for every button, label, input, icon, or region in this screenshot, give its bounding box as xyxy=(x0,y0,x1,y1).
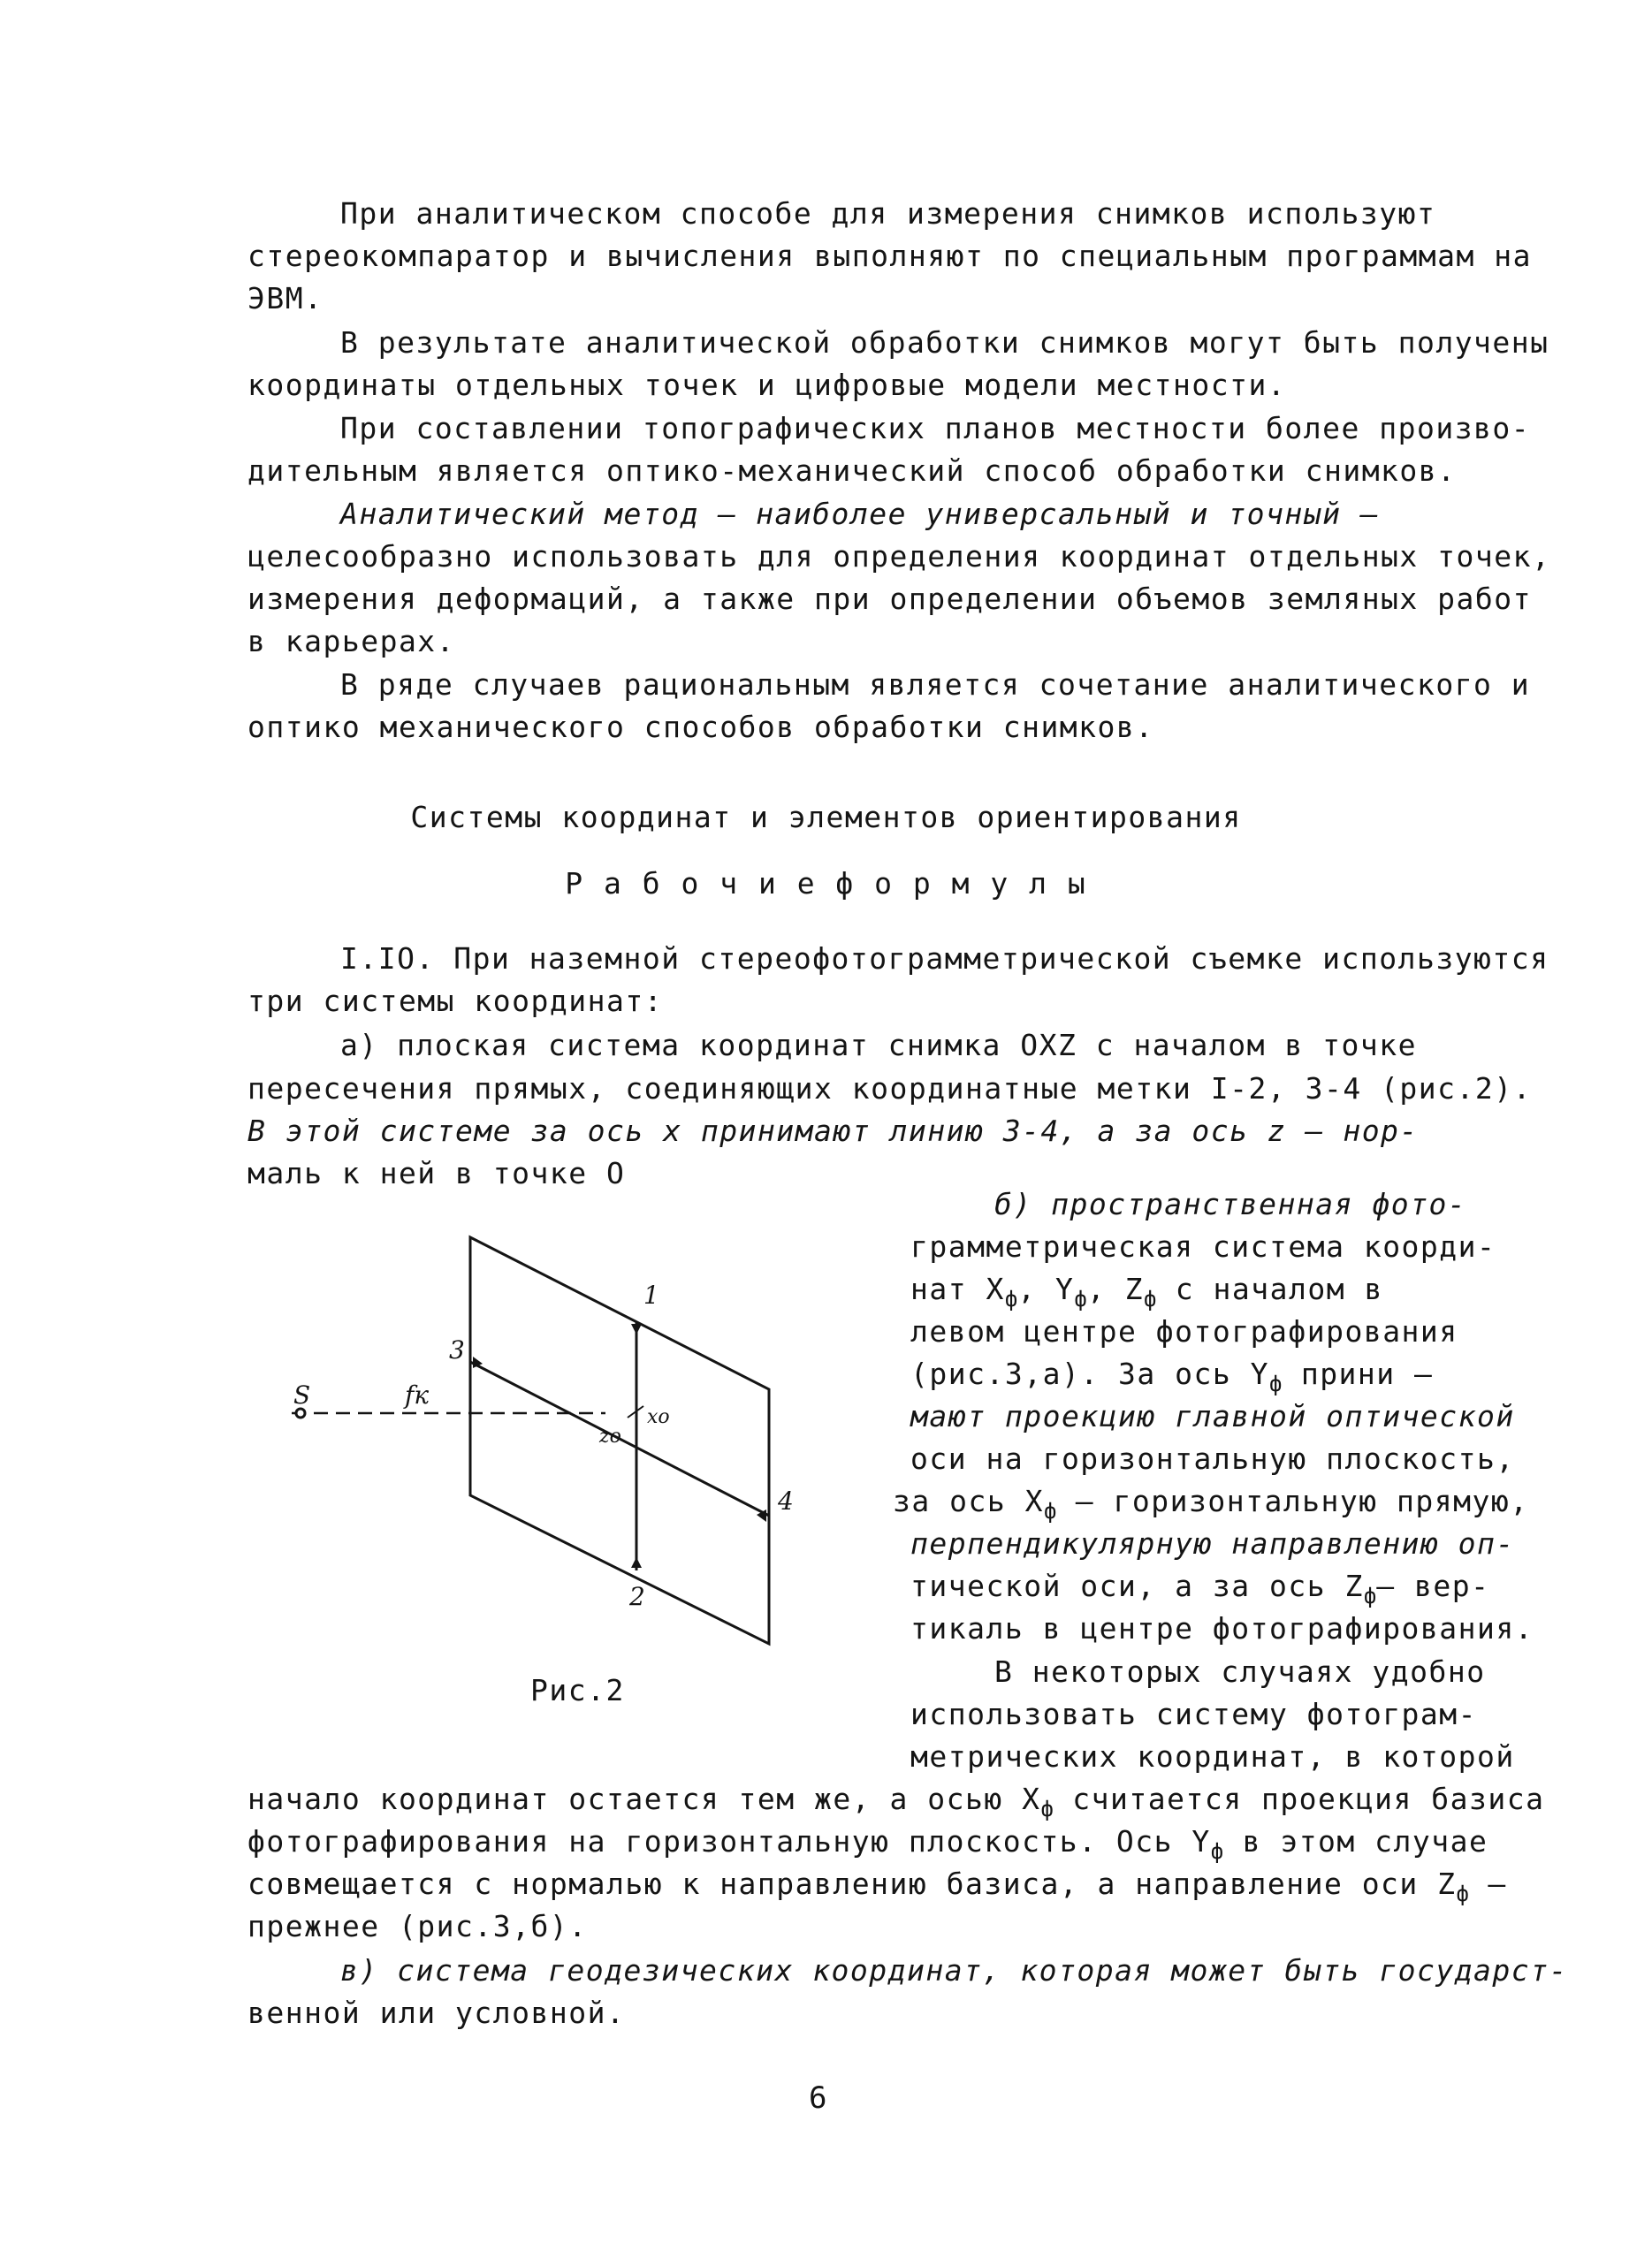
fiducial-mark-1 xyxy=(631,1324,642,1335)
para-after-b-line4: начало координат остается тем же, а осью $X_ф$ считается проекция базиса xyxy=(247,1782,1545,1821)
p1-line2: стереокомпаратор и вычисления выполняют по специальным программам на xyxy=(247,239,1533,273)
figure-rис2-diagram xyxy=(265,1220,840,1661)
p5-line2: оптико механического способов обработки снимков. xyxy=(247,710,1154,744)
item-b-line7: оси на горизонтальную плоскость, xyxy=(910,1441,1515,1476)
p3-line2: дительным является оптико-механический способ обработки снимков. xyxy=(247,453,1457,488)
p4-line3: измерения деформаций, а также при определении объемов земляных работ xyxy=(247,582,1533,616)
item-a-line2: пересечения прямых, соединяющих координатные метки I-2, 3-4 (рис.2). xyxy=(247,1071,1533,1106)
item-a-line4: маль к ней в точке O xyxy=(247,1156,626,1190)
p3-line1: При составлении топографических планов местности более произво- xyxy=(340,411,1531,445)
label-fk: fк xyxy=(405,1380,430,1410)
p2-line2: координаты отдельных точек и цифровые модели местности. xyxy=(247,368,1287,402)
item-b-line8: за ось $X_ф$ – горизонтальную прямую, xyxy=(893,1484,1529,1524)
section-heading: Системы координат и элементов ориентирования xyxy=(410,800,1242,834)
label-xo: xo xyxy=(647,1406,670,1428)
p2-line1: В результате аналитической обработки снимков могут быть получены xyxy=(340,325,1549,360)
para-after-b-line7: прежнее (рис.3,б). xyxy=(247,1909,588,1943)
para-after-b-line1: В некоторых случаях удобно xyxy=(994,1654,1486,1689)
p5-line1: В ряде случаев рациональным является сочетание аналитического и xyxy=(340,667,1531,702)
p4-line4: в карьерах. xyxy=(247,624,456,658)
item-a-line1: а) плоская система координат снимка OXZ с началом в точке xyxy=(340,1028,1417,1062)
p1-line3: ЭВМ. xyxy=(247,281,324,316)
label-4: 4 xyxy=(778,1487,794,1516)
item-b-line10: тической оси, а за ось $Z_ф-$ вер- xyxy=(910,1569,1490,1608)
p4-line2: целесообразно использовать для определения координат отдельных точек, xyxy=(247,539,1551,574)
item-b-line9: перпендикулярную направлению оп- xyxy=(910,1526,1515,1561)
section-subheading: Р а б о ч и е ф о р м у л ы xyxy=(565,866,1087,901)
label-3: 3 xyxy=(449,1335,465,1365)
item-a-line3: В этой системе за ось x принимают линию 3-4, а за ось z – нор- xyxy=(247,1114,1419,1148)
label-S: S xyxy=(293,1380,311,1410)
p1-line1: При аналитическом способе для измерения снимков используют xyxy=(340,196,1436,231)
item-b-line5: (рис.3,а). За ось $Y_ф$ прини – xyxy=(910,1357,1434,1396)
label-2: 2 xyxy=(629,1582,645,1611)
item-b-line11: тикаль в центре фотографирования. xyxy=(910,1611,1534,1646)
projection-center-marker xyxy=(296,1409,305,1418)
item110-line1: I.IO. При наземной стереофотограмметрической съемке используются xyxy=(340,941,1549,976)
item-v-line1: в) система геодезических координат, которая может быть государст- xyxy=(340,1953,1568,1988)
item110-line2: три системы координат: xyxy=(247,984,664,1018)
item-b-line3: нат $X_ф$, $Y_ф$, $Z_ф$ с началом в xyxy=(910,1272,1383,1312)
figure-caption: Рис.2 xyxy=(530,1673,625,1707)
item-v-line2: венной или условной. xyxy=(247,1996,626,2030)
item-b-line4: левом центре фотографирования xyxy=(910,1314,1458,1349)
para-after-b-line5: фотографирования на горизонтальную плоскость. Ось $Y_ф$ в этом случае xyxy=(247,1824,1488,1864)
para-after-b-line6: совмещается с нормалью к направлению базиса, а направление оси $Z_ф$ – xyxy=(247,1867,1507,1906)
item-b-line2: грамметрическая система коорди- xyxy=(910,1229,1496,1264)
item-b-line6: мают проекцию главной оптической xyxy=(910,1399,1515,1433)
para-after-b-line2: использовать систему фотограм- xyxy=(910,1697,1478,1731)
item-b-line1: б) пространственная фото- xyxy=(994,1187,1467,1221)
label-zo: zo xyxy=(599,1426,621,1448)
para-after-b-line3: метрических координат, в которой xyxy=(910,1739,1515,1774)
p4-line1: Аналитический метод – наиболее универсальный и точный – xyxy=(340,497,1380,531)
page-number: 6 xyxy=(809,2080,828,2116)
fiducial-mark-2 xyxy=(631,1557,642,1568)
label-1: 1 xyxy=(643,1281,659,1310)
